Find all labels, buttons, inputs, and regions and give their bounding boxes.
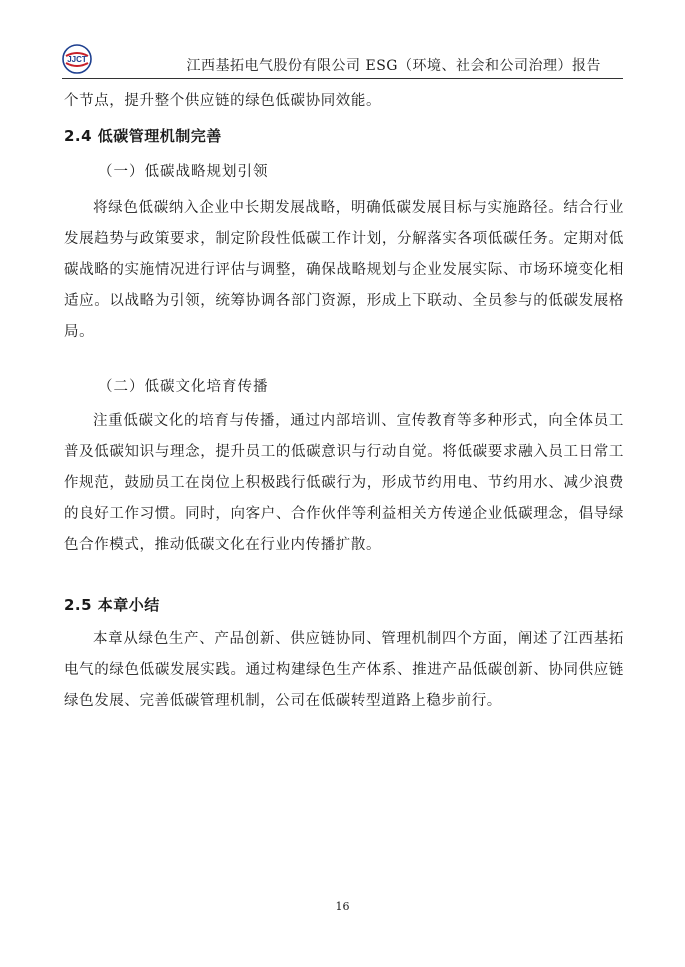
subsection-heading-culture: （二）低碳文化培育传播 xyxy=(98,379,269,395)
continuation-text: 个节点，提升整个供应链的绿色低碳协同效能。 xyxy=(64,93,382,109)
company-logo xyxy=(62,44,92,74)
paragraph-summary: 本章从绿色生产、产品创新、供应链协同、管理机制四个方面，阐述了江西基拓电气的绿色低碳发展实践。通过构建绿色生产体系、推进产品低碳创新、协同供应链绿色发展、完善低碳管理机制，公司在低碳转型道路上稳步前行。 xyxy=(64,631,624,709)
paragraph-culture: 注重低碳文化的培育与传播，通过内部培训、宣传教育等多种形式，向全体员工普及低碳知识与理念，提升员工的低碳意识与行动自觉。将低碳要求融入员工日常工作规范，鼓励员工在岗位上积极践行低碳行为，形成节约用电、节约用水、减少浪费的良好工作习惯。同时，向客户、合作伙伴等利益相关方传递企业低碳理念，倡导绿色合作模式，推动低碳文化在行业内传播扩散。 xyxy=(64,413,624,553)
section-heading-2-4: 2.4 低碳管理机制完善 xyxy=(64,127,222,145)
logo-text: JJCT xyxy=(67,55,87,64)
header-divider xyxy=(62,78,623,79)
page-number: 16 xyxy=(335,900,350,913)
section-heading-2-5: 2.5 本章小结 xyxy=(64,596,160,614)
page-header xyxy=(62,44,623,80)
paragraph-strategy: 将绿色低碳纳入企业中长期发展战略，明确低碳发展目标与实施路径。结合行业发展趋势与政策要求，制定阶段性低碳工作计划，分解落实各项低碳任务。定期对低碳战略的实施情况进行评估与调整，确保战略规划与企业发展实际、市场环境变化相适应。以战略为引领，统筹协调各部门资源，形成上下联动、全员参与的低碳发展格局。 xyxy=(64,200,624,340)
header-title: 江西基拓电气股份有限公司 ESG（环境、社会和公司治理）报告 xyxy=(186,58,601,74)
subsection-heading-strategy: （一）低碳战略规划引领 xyxy=(98,164,269,180)
